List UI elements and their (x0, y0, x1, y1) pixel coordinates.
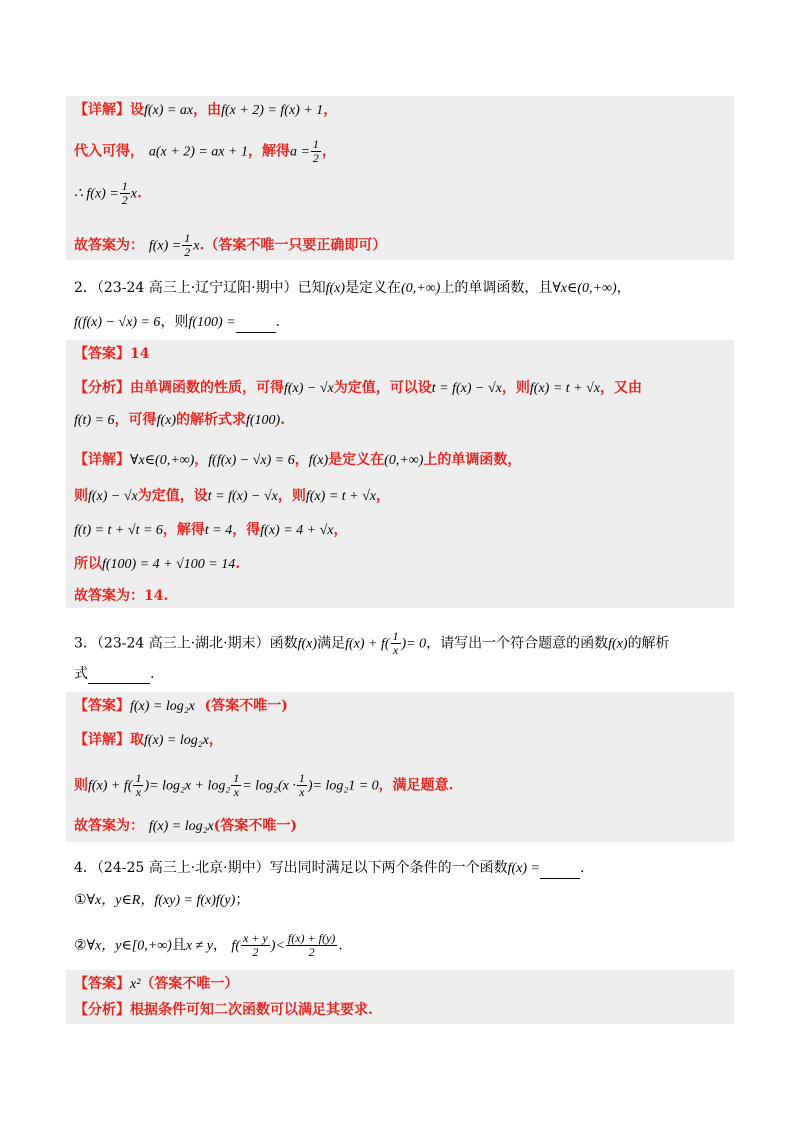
detail-tag: 【详解】 (74, 102, 130, 118)
question-4-condition-2: ②∀x，y∈[0,+∞)且x ≠ y， f( $\frac{x + y}{2}$ )< $\frac{f(x) + f(y)}{2}$ . (74, 931, 343, 959)
fraction: $\frac{x + y}{2}$ (242, 931, 268, 959)
answer-blank[interactable] (540, 862, 580, 879)
answer-tag: 【答案】 (74, 346, 130, 362)
answer-line-3: 【答案】f(x) = log₂x (答案不唯一) (74, 698, 288, 714)
fraction: $\frac{f(x) + f(y)}{2}$ (287, 931, 336, 959)
detail-tag: 【详解】 (74, 452, 130, 468)
answer-blank[interactable] (236, 316, 276, 333)
analysis-line-4: 【分析】根据条件可知二次函数可以满足其要求. (74, 1002, 373, 1018)
detail-line-3-1: 【详解】取f(x) = log₂x， (74, 732, 223, 748)
fraction: $\frac{1}{x}$ (392, 629, 399, 657)
final-answer-line-3: 故答案为： f(x) = log₂x(答案不唯一) (74, 818, 297, 834)
fraction: $\frac{1}{x}$ (233, 771, 240, 799)
fraction: $\frac{1}{x}$ (298, 771, 305, 799)
answer-line-2: 【答案】14 (74, 346, 150, 362)
analysis-line-2: f(t) = 6，可得f(x)的解析式求f(100). (74, 412, 286, 428)
question-3-line-1: 3．（23-24 高三上·湖北·期末）函数f(x)满足f(x) + f( $\frac{1}{x}$ )= 0，请写出一个符合题意的函数f(x)的解析 (74, 629, 670, 657)
detail-line-2-2: 则f(x) − √x为定值，设t = f(x) − √x，则f(x) = t + √x， (74, 488, 390, 504)
detail-line-3: ∴ f(x) = $\frac{1}{2}$ x. (74, 179, 142, 207)
question-3-line-2: 式 . (74, 666, 155, 682)
detail-line-1: 【详解】设f(x) = ax，由f(x + 2) = f(x) + 1， (74, 102, 338, 118)
question-2-line-1: 2．（23-24 高三上·辽宁辽阳·期中）已知f(x)是定义在(0,+∞)上的单调函数，且∀x∈(0,+∞)， (74, 280, 631, 296)
analysis-tag: 【分析】 (74, 1002, 130, 1018)
fraction: $\frac{1}{2}$ (121, 179, 128, 207)
analysis-line-1: 【分析】由单调函数的性质，可得f(x) − √x为定值，可以设t = f(x) − √x，则f(x) = t + √x，又由 (74, 380, 642, 396)
question-4-condition-1: ①∀x，y∈R，f(xy) = f(x)f(y)； (74, 892, 250, 908)
detail-tag: 【详解】 (74, 732, 130, 748)
detail-line-3-2: 则f(x) + f( $\frac{1}{x}$ )= log₂x + log₂ $\frac{1}{x}$ = log₂(x · $\frac{1}{x}$ )= log₂1 = 0，满足题意. (74, 771, 454, 799)
answer-blank[interactable] (88, 667, 150, 684)
answer-tag: 【答案】 (74, 976, 130, 992)
detail-line-2: 代入可得， a(x + 2) = ax + 1，解得a = $\frac{1}{2}$ ， (74, 137, 336, 165)
fraction: $\frac{1}{2}$ (184, 231, 191, 259)
detail-line-2-1: 【详解】∀x∈(0,+∞)，f(f(x) − √x) = 6，f(x)是定义在(0,+∞)上的单调函数， (74, 452, 522, 468)
final-answer-line-1: 故答案为： f(x) = $\frac{1}{2}$ x.（答案不唯一只要正确即可） (74, 231, 387, 259)
fraction: $\frac{1}{2}$ (312, 137, 319, 165)
detail-line-2-3: f(t) = t + √t = 6，解得t = 4，得f(x) = 4 + √x， (74, 522, 348, 538)
detail-line-2-4: 所以f(100) = 4 + √100 = 14. (74, 556, 241, 572)
question-4-line-1: 4．（24-25 高三上·北京·期中）写出同时满足以下两个条件的一个函数f(x) = . (74, 858, 584, 879)
answer-tag: 【答案】 (74, 698, 130, 714)
fraction: $\frac{1}{x}$ (135, 771, 142, 799)
final-answer-line-2: 故答案为：14. (74, 588, 169, 604)
question-2-line-2: f(f(x) − √x) = 6，则f(100) = . (74, 312, 280, 333)
analysis-tag: 【分析】 (74, 380, 130, 396)
answer-line-4: 【答案】x²（答案不唯一） (74, 976, 239, 992)
